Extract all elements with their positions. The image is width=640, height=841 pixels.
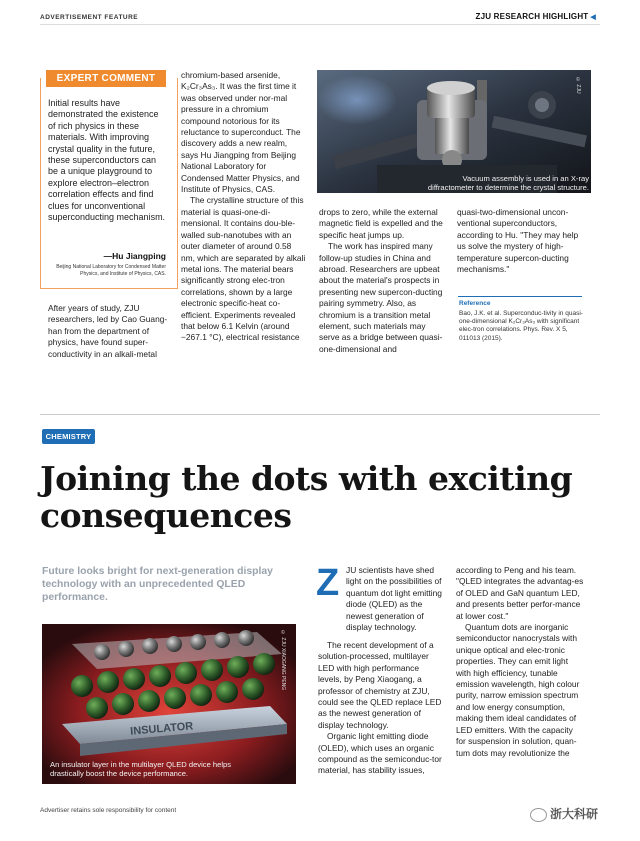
header-section-text: ZJU RESEARCH HIGHLIGHT [475,12,589,21]
article2-col1-lead [346,565,442,633]
expert-affiliation: Beijing National Laboratory for Condensed Matter Physics, and Institute of Physics, CAS. [56,264,166,277]
article1-col1 [48,303,170,360]
article1-col3-p1: drops to zero, while the external magnetic field is expelled and the specific heat jumps up. [319,207,443,240]
article1-col3 [319,207,445,355]
footer-disclaimer: Advertiser retains sole responsibility for content [40,807,177,814]
reference-title: Reference [459,300,491,307]
section-tag-chemistry [42,429,95,444]
expert-comment-title [46,70,166,87]
article2-col1-p3: Organic light emitting diode (OLED), which uses an organic compound as the semiconduc-tor material, has stability issues, [318,731,442,776]
article1-col2-p1: chromium-based arsenide, K₂Cr₃As₃. It was the first time it was observed under nor-mal pressure in a chromium compound notorious for its reluctance to superconduct. The discovery adds a new realm, says Hu Jiangping from Beijing National Laboratory for Condensed Matter Physics, and Institute of Physics, CAS. [181,70,301,195]
article1-col4-p1: quasi-two-dimensional uncon-ventional superconductors, according to Hu. "They may help us solve the mystery of high-temperature supercon-ducting mechanisms." [457,207,579,275]
wechat-icon [530,808,547,822]
photo1-caption: Vacuum assembly is used in an X-ray diffractometer to determine the crystal structure. [427,174,589,192]
article-headline: Joining the dots with exciting consequences [40,459,573,535]
reference-divider [458,296,582,297]
article2-col1-p2: The recent development of a solution-processed, multilayer LED with high performance levels, by Peng Xiaogang, a professor of chemistry at ZJU, could see the QLED replace LED as the newest generation of display technology. [318,640,442,730]
article1-col1-text: After years of study, ZJU researchers, led by Cao Guang-han from the department of physics, have found super-conductivity in an alkali-metal [48,303,168,359]
article1-col4 [457,207,585,275]
watermark [530,805,598,822]
header-feature-label: ADVERTISEMENT FEATURE [40,14,139,21]
article2-col1 [318,640,444,777]
photo1-credit: © ZJU [575,77,581,94]
header-divider [40,24,600,25]
article2-col2 [456,565,584,759]
photo2-caption: An insulator layer in the multilayer QLED device helps drastically boost the device performance. [50,760,232,778]
article1-col2 [181,70,306,344]
article-standfirst: Future looks bright for next-generation display technology with an unprecedented QLED performance. [42,566,273,603]
article1-col2-p2: The crystalline structure of this material is quasi-one-di-mensional. It contains dou-ble-walled sub-nanotubes with an outer diameter of around 0.58 nm, which are separated by alkali metal ions. The material bears significantly strong elec-tron correlations, shown by a large electronic specific-heat co-efficient. Experiments revealed that below 6.1 Kelvin (around −267.1 °C), electrical resistance [181,195,306,343]
triangle-left-icon: ◀ [590,14,596,21]
article2-dropcap: Z [316,562,340,604]
section-divider [40,414,600,415]
article2-col2-p1: according to Peng and his team. "QLED integrates the advantag-es of OLED and GaN quantum LED, and presents better perfor-mance at lower cost." [456,565,584,621]
expert-quote: Initial results have demonstrated the existence of rich physics in these materials. With improving crystal quality in the future, these superconductors can be a unique playground to explore electron–electron correlation effects and find clues for unconventional superconducting mechanism. [48,98,166,223]
insulator-label: INSULATOR [129,720,194,738]
expert-name: —Hu Jiangping [103,251,166,261]
watermark-text: 浙大科研 [550,807,599,821]
expert-comment-title-text: EXPERT COMMENT [56,73,156,84]
photo2-credit: © ZJU XIAOGANG PENG [280,630,286,691]
article2-col1-p1a: JU scientists have shed light on the possibilities of quantum dot light emitting diode (QLED) as the newest generation of display technology. [346,565,442,633]
reference-text: Bao, J.K. et al. Superconduc-tivity in quasi-one-dimensional K₂Cr₃As₃ with significant elec-tron correlations. Phys. Rev. X 5, 011013 (2015). [459,310,583,342]
section-tag-text: CHEMISTRY [45,432,92,441]
article1-col3-p2: The work has inspired many follow-up studies in China and abroad. Researchers are upbeat about the material's prospects in presenting new supercon-ducting pairing symmetry. Also, as chromium is a transition metal element, such materials may serve as a bridge between quasi-one-dimensional and [319,241,443,354]
article2-col2-p2: Quantum dots are inorganic semiconductor nanocrystals with unique optical and elec-tronic properties. They can emit light with high efficiency, tunable emission wavelength, high colour purity, narrow emission spectrum and low energy consumption, making them ideal candidates of LED emitters. With the capacity for suspension in solution, quan-tum dots may revolutionize the [456,622,580,758]
header-section-label [476,12,596,21]
